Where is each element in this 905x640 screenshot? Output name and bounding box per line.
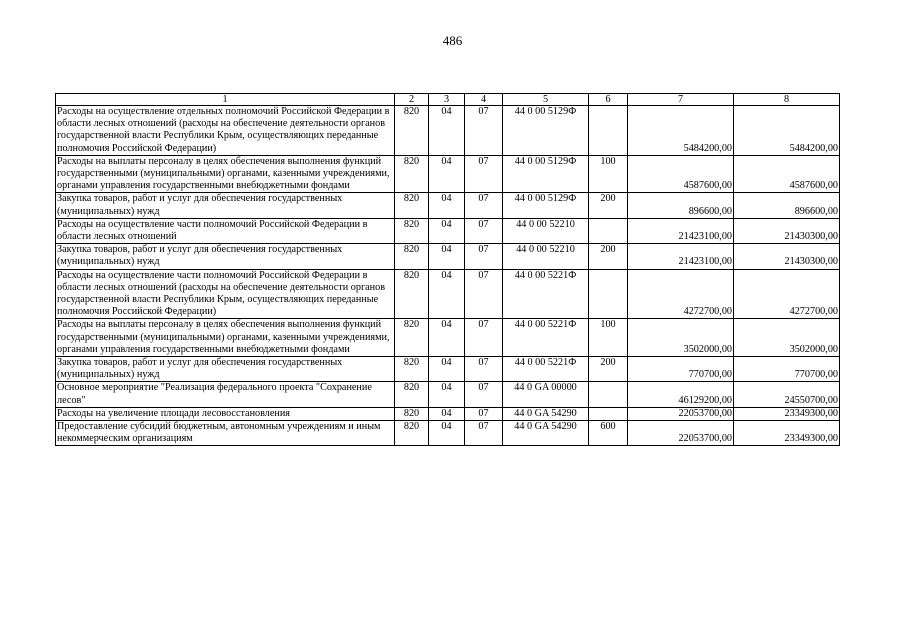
target-article-code: 44 0 00 52210 [503, 244, 589, 269]
amount-year-1: 896600,00 [628, 193, 734, 218]
expense-type-code: 100 [589, 155, 628, 193]
ministry-code: 820 [395, 193, 429, 218]
section-code: 04 [429, 106, 465, 156]
table-row [56, 357, 840, 382]
header-row [56, 94, 840, 106]
expense-name: Расходы на выплаты персоналу в целях обеспечения выполнения функций государственными (муниципальными) органами, казенными учреждениями, органами управления государственными внебюджетными фондами [56, 319, 395, 357]
section-code: 04 [429, 421, 465, 446]
expense-type-code: 200 [589, 357, 628, 382]
subsection-code: 07 [465, 269, 503, 319]
expense-name: Расходы на осуществление части полномочий Российской Федерации в области лесных отношений (расходы на обеспечение деятельности органов государственной власти Республики Крым, осуществляющих переданные полномочия Российской Федерации) [56, 269, 395, 319]
table-row [56, 155, 840, 193]
amount-year-1: 46129200,00 [628, 382, 734, 407]
expense-type-code [589, 382, 628, 407]
section-code: 04 [429, 319, 465, 357]
amount-year-1: 21423100,00 [628, 244, 734, 269]
ministry-code: 820 [395, 106, 429, 156]
ministry-code: 820 [395, 421, 429, 446]
table-row [56, 106, 840, 156]
table-row [56, 269, 840, 319]
amount-year-1: 4272700,00 [628, 269, 734, 319]
section-code: 04 [429, 244, 465, 269]
subsection-code: 07 [465, 357, 503, 382]
target-article-code: 44 0 00 5129Ф [503, 193, 589, 218]
target-article-code: 44 0 GA 54290 [503, 421, 589, 446]
amount-year-1: 5484200,00 [628, 106, 734, 156]
expense-name: Расходы на осуществление части полномочий Российской Федерации в области лесных отношений [56, 218, 395, 243]
amount-year-2: 4587600,00 [734, 155, 840, 193]
column-header: 2 [395, 94, 429, 106]
table-row [56, 407, 840, 420]
section-code: 04 [429, 407, 465, 420]
subsection-code: 07 [465, 421, 503, 446]
ministry-code: 820 [395, 319, 429, 357]
table-row [56, 319, 840, 357]
subsection-code: 07 [465, 106, 503, 156]
section-code: 04 [429, 193, 465, 218]
amount-year-2: 23349300,00 [734, 421, 840, 446]
expense-type-code: 200 [589, 193, 628, 218]
expense-type-code [589, 218, 628, 243]
amount-year-2: 23349300,00 [734, 407, 840, 420]
amount-year-2: 24550700,00 [734, 382, 840, 407]
ministry-code: 820 [395, 244, 429, 269]
amount-year-1: 4587600,00 [628, 155, 734, 193]
expense-name: Расходы на выплаты персоналу в целях обеспечения выполнения функций государственными (муниципальными) органами, казенными учреждениями, органами управления государственными внебюджетными фондами [56, 155, 395, 193]
table-row [56, 244, 840, 269]
subsection-code: 07 [465, 382, 503, 407]
target-article-code: 44 0 00 5221Ф [503, 319, 589, 357]
page-number: 486 [442, 33, 463, 48]
amount-year-1: 22053700,00 [628, 421, 734, 446]
amount-year-2: 5484200,00 [734, 106, 840, 156]
section-code: 04 [429, 218, 465, 243]
ministry-code: 820 [395, 407, 429, 420]
ministry-code: 820 [395, 357, 429, 382]
column-header: 8 [734, 94, 840, 106]
expense-type-code: 100 [589, 319, 628, 357]
expense-name: Закупка товаров, работ и услуг для обеспечения государственных (муниципальных) нужд [56, 193, 395, 218]
table-row [56, 193, 840, 218]
amount-year-2: 896600,00 [734, 193, 840, 218]
amount-year-2: 21430300,00 [734, 218, 840, 243]
ministry-code: 820 [395, 155, 429, 193]
section-code: 04 [429, 357, 465, 382]
table-row [56, 218, 840, 243]
column-header: 4 [465, 94, 503, 106]
amount-year-1: 22053700,00 [628, 407, 734, 420]
table-row [56, 421, 840, 446]
column-header: 1 [56, 94, 395, 106]
amount-year-1: 3502000,00 [628, 319, 734, 357]
section-code: 04 [429, 155, 465, 193]
subsection-code: 07 [465, 155, 503, 193]
expense-name: Закупка товаров, работ и услуг для обеспечения государственных (муниципальных) нужд [56, 357, 395, 382]
column-header: 7 [628, 94, 734, 106]
section-code: 04 [429, 382, 465, 407]
budget-table [55, 93, 840, 446]
expense-name: Основное мероприятие "Реализация федерального проекта "Сохранение лесов" [56, 382, 395, 407]
target-article-code: 44 0 00 5129Ф [503, 155, 589, 193]
target-article-code: 44 0 00 5221Ф [503, 269, 589, 319]
section-code: 04 [429, 269, 465, 319]
expense-name: Расходы на осуществление отдельных полномочий Российской Федерации в области лесных отношений (расходы на обеспечение деятельности органов государственной власти Республики Крым, осуществляющих переданные полномочия Российской Федерации) [56, 106, 395, 156]
amount-year-2: 4272700,00 [734, 269, 840, 319]
expense-type-code [589, 269, 628, 319]
subsection-code: 07 [465, 218, 503, 243]
expense-type-code: 200 [589, 244, 628, 269]
ministry-code: 820 [395, 269, 429, 319]
amount-year-2: 3502000,00 [734, 319, 840, 357]
subsection-code: 07 [465, 193, 503, 218]
column-header: 5 [503, 94, 589, 106]
target-article-code: 44 0 00 5221Ф [503, 357, 589, 382]
expense-type-code: 600 [589, 421, 628, 446]
expense-name: Расходы на увеличение площади лесовосстановления [56, 407, 395, 420]
column-header: 3 [429, 94, 465, 106]
column-header: 6 [589, 94, 628, 106]
ministry-code: 820 [395, 382, 429, 407]
amount-year-2: 770700,00 [734, 357, 840, 382]
target-article-code: 44 0 GA 54290 [503, 407, 589, 420]
amount-year-1: 770700,00 [628, 357, 734, 382]
subsection-code: 07 [465, 319, 503, 357]
target-article-code: 44 0 GA 00000 [503, 382, 589, 407]
expense-type-code [589, 106, 628, 156]
expense-name: Предоставление субсидий бюджетным, автономным учреждениям и иным некоммерческим организациям [56, 421, 395, 446]
amount-year-2: 21430300,00 [734, 244, 840, 269]
subsection-code: 07 [465, 407, 503, 420]
target-article-code: 44 0 00 52210 [503, 218, 589, 243]
subsection-code: 07 [465, 244, 503, 269]
expense-name: Закупка товаров, работ и услуг для обеспечения государственных (муниципальных) нужд [56, 244, 395, 269]
target-article-code: 44 0 00 5129Ф [503, 106, 589, 156]
ministry-code: 820 [395, 218, 429, 243]
amount-year-1: 21423100,00 [628, 218, 734, 243]
table-row [56, 382, 840, 407]
expense-type-code [589, 407, 628, 420]
